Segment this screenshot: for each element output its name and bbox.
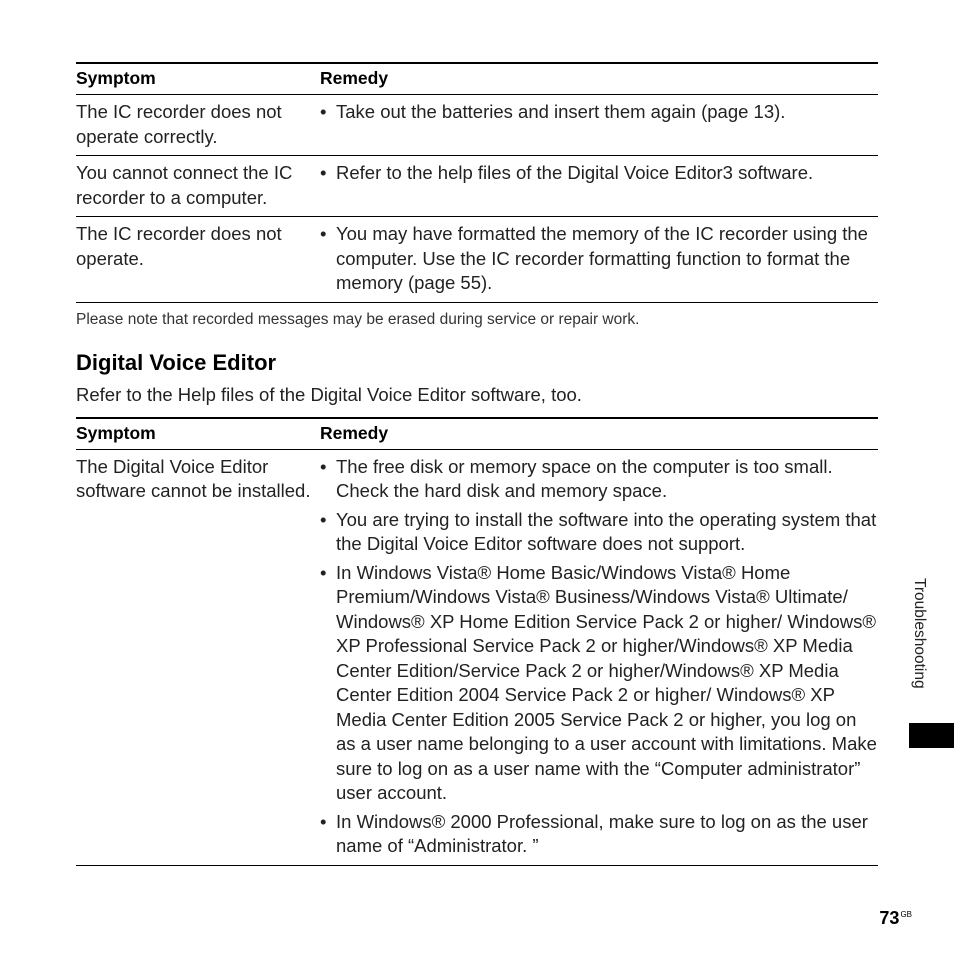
section-tab-marker [909,723,954,748]
remedy-item [320,455,878,504]
remedy-item [320,810,878,859]
table-row [76,449,878,865]
page-content [76,62,878,866]
symptom-cell: The IC recorder does not operate. [76,217,320,303]
page-number-value: 73 [879,908,900,928]
remedy-text: You are trying to install the software into the operating system that the Digital Voice Editor software does not support. [336,508,877,554]
remedy-item [320,222,878,296]
remedy-cell [320,95,878,156]
remedy-item [320,561,878,806]
remedy-text: In Windows® 2000 Professional, make sure to log on as the user name of “Administrator. ” [336,810,868,856]
header-remedy: Remedy [320,63,878,95]
remedy-text: Take out the batteries and insert them again (page 13). [336,101,786,122]
side-section-label: Troubleshooting [911,578,928,689]
table-header-row [76,418,878,450]
table-row [76,95,878,156]
troubleshooting-table-digital-voice-editor [76,417,878,866]
section-intro: Refer to the Help files of the Digital Voice Editor software, too. [76,383,582,405]
symptom-cell: The Digital Voice Editor software cannot be installed. [76,449,320,865]
table-header-row [76,63,878,95]
header-remedy: Remedy [320,418,878,450]
header-symptom: Symptom [76,63,320,95]
symptom-cell: The IC recorder does not operate correctly. [76,95,320,156]
remedy-item [320,161,878,186]
bullet-icon: • [320,561,327,583]
page-number-suffix: GB [900,910,912,919]
page-number [879,908,912,929]
remedy-item [320,100,878,125]
remedy-cell [320,217,878,303]
section-title: Digital Voice Editor [76,349,277,375]
bullet-icon: • [320,455,327,477]
bullet-icon: • [320,223,327,244]
service-note: Please note that recorded messages may be erased during service or repair work. [76,310,640,328]
bullet-icon: • [320,810,327,832]
remedy-cell [320,449,878,865]
remedy-text: In Windows Vista® Home Basic/Windows Vista® Home Premium/Windows Vista® Business/Windows Vista® Ultimate/ Windows® XP Home Edition Service Pack 2 or higher/ Windows® XP Professional Service Pack 2 or higher/Windows® XP Media Center Edition/Service Pack 2 or higher/Windows® XP Media Center Edition 2004 Service Pack 2 or higher/ Windows® XP Media Center Edition 2005 Service Pack 2 or higher, you log on as a user name belonging to a user account with limitations. Make sure to log on as a user name with the “Computer administrator” user account. [336,561,877,803]
remedy-cell [320,156,878,217]
symptom-cell: You cannot connect the IC recorder to a computer. [76,156,320,217]
remedy-text: You may have formatted the memory of the IC recorder using the computer. Use the IC recorder formatting function to format the memory (page 55). [336,223,868,293]
remedy-text: The free disk or memory space on the computer is too small. Check the hard disk and memory space. [336,455,833,501]
bullet-icon: • [320,508,327,530]
troubleshooting-table-ic-recorder [76,62,878,303]
bullet-icon: • [320,101,327,122]
table-row [76,217,878,303]
header-symptom: Symptom [76,418,320,450]
table-row [76,156,878,217]
bullet-icon: • [320,162,327,183]
remedy-text: Refer to the help files of the Digital Voice Editor3 software. [336,162,814,183]
remedy-item [320,508,878,557]
